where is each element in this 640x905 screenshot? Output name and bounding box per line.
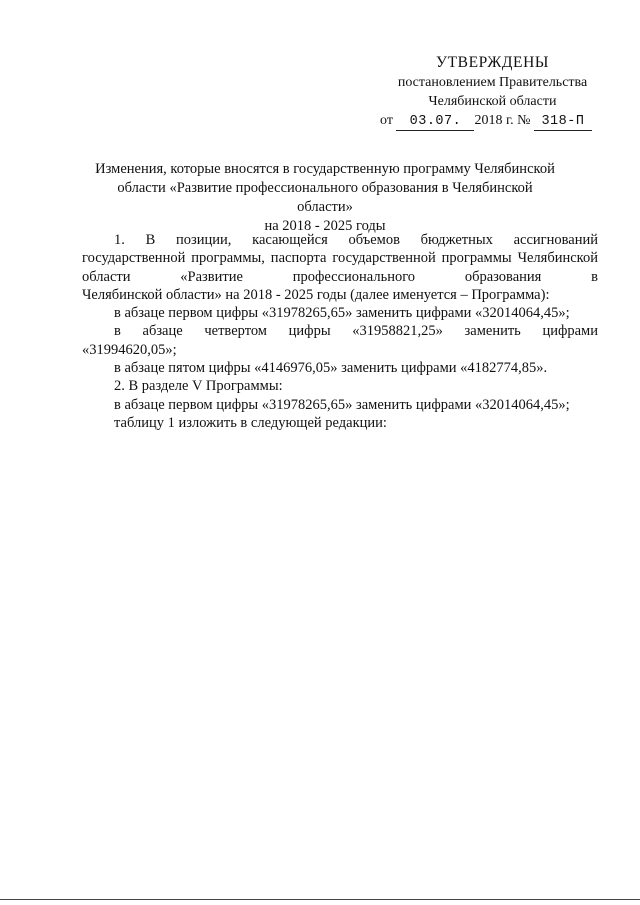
paragraph-3-text: в абзаце четвертом цифры «31958821,25» заменить цифрами xyxy=(114,323,598,340)
paragraph-6: в абзаце первом цифры «31978265,65» заменить цифрами «32014064,45»; xyxy=(114,396,570,413)
decree-reference xyxy=(380,111,605,131)
decree-year: 2018 г. xyxy=(474,113,514,128)
paragraph-5: 2. В разделе V Программы: xyxy=(114,378,283,395)
paragraph-1-tail: Челябинской области» на 2018 - 2025 годы (далее именуется – Программа): xyxy=(82,286,550,303)
decree-from-label: от xyxy=(380,113,393,128)
paragraph-1 xyxy=(82,231,598,286)
approval-stamp xyxy=(380,52,605,131)
title-line-3: на 2018 - 2025 годы xyxy=(264,218,386,234)
approval-decree-line: постановлением Правительства xyxy=(397,75,588,90)
decree-number-sign: № xyxy=(517,113,531,128)
approval-authority: Челябинской области xyxy=(428,94,557,109)
approval-heading: УТВЕРЖДЕНЫ xyxy=(436,54,549,71)
paragraph-3 xyxy=(82,322,598,340)
title-line-2: области «Развитие профессионального образования в Челябинской области» xyxy=(117,180,533,215)
paragraph-7: таблицу 1 изложить в следующей редакции: xyxy=(114,414,387,431)
document-body xyxy=(82,231,598,432)
paragraph-1-continued xyxy=(82,286,598,304)
page-bottom-edge xyxy=(0,899,640,900)
paragraph-4: в абзаце пятом цифры «4146976,05» заменить цифрами «4182774,85». xyxy=(114,360,548,377)
decree-number: 318-П xyxy=(534,114,592,131)
paragraph-3-continued: «31994620,05»; xyxy=(82,341,177,358)
title-line-1: Изменения, которые вносятся в государственную программу Челябинской xyxy=(95,161,555,177)
paragraph-2: в абзаце первом цифры «31978265,65» заменить цифрами «32014064,45»; xyxy=(114,305,570,322)
document-title xyxy=(90,160,560,236)
decree-date: 03.07. xyxy=(396,114,474,131)
paragraph-1-text: 1. В позиции, касающейся объемов бюджетных ассигнований государственной программы, паспорта государственной программы Челябинской области «Развитие профессионального образования в xyxy=(82,232,598,285)
